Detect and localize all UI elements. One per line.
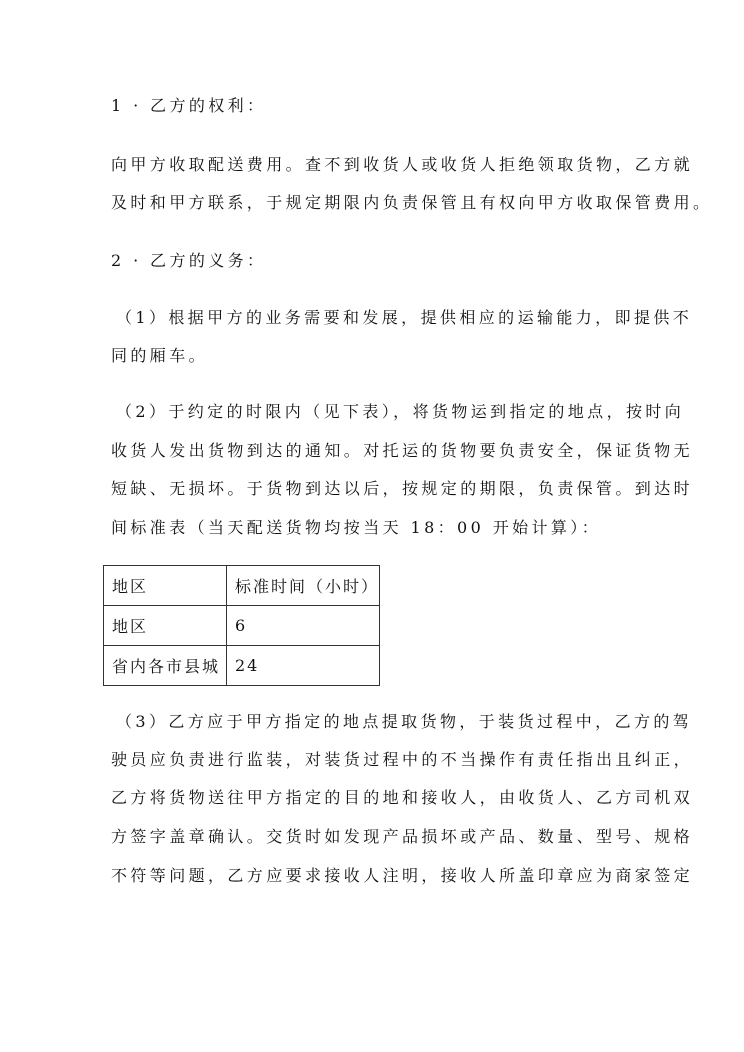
table-header-row: [104, 566, 380, 606]
item-2-line: 短缺、无损坏。于货物到达以后，按规定的期限，负责保管。到达时: [111, 479, 694, 498]
item-2-line: （2）于约定的时限内（见下表），将货物运到指定的地点，按时向: [116, 402, 685, 421]
table-cell: 24: [227, 646, 380, 686]
paragraph-line: 向甲方收取配送费用。查不到收货人或收货人拒绝领取货物，乙方就: [111, 155, 694, 174]
section-2-heading: 2 · 乙方的义务：: [111, 251, 267, 270]
section-1-heading: 1 · 乙方的权利：: [111, 96, 267, 115]
item-3-line: 乙方将货物送往甲方指定的目的地和接收人，由收货人、乙方司机双: [111, 788, 694, 807]
item-3-line: 方签字盖章确认。交货时如发现产品损坏或产品、数量、型号、规格: [111, 827, 694, 846]
table-row: [104, 646, 380, 686]
item-2-line: 收货人发出货物到达的通知。对托运的货物要负责安全，保证货物无: [111, 441, 694, 460]
table-cell: 6: [227, 606, 380, 646]
table-header-cell: 地区: [104, 566, 227, 606]
table-row: [104, 606, 380, 646]
item-3-line: （3）乙方应于甲方指定的地点提取货物，于装货过程中，乙方的驾: [116, 712, 693, 731]
item-1-line: 同的厢车。: [111, 346, 209, 365]
paragraph-line: 及时和甲方联系，于规定期限内负责保管且有权向甲方收取保管费用。: [111, 193, 713, 212]
arrival-time-table: [103, 565, 380, 686]
item-3-line: 不符等问题，乙方应要求接收人注明，接收人所盖印章应为商家签定: [111, 866, 694, 885]
item-3-line: 驶员应负责进行监装，对装货过程中的不当操作有责任指出且纠正，: [111, 750, 694, 769]
item-1-line: （1）根据甲方的业务需要和发展，提供相应的运输能力，即提供不: [116, 308, 693, 327]
table-cell: 地区: [104, 606, 227, 646]
table-cell: 省内各市县城: [104, 646, 227, 686]
item-2-line: 间标准表（当天配送货物均按当天 18：00 开始计算）：: [111, 518, 602, 537]
table-header-cell: 标准时间（小时）: [227, 566, 380, 606]
